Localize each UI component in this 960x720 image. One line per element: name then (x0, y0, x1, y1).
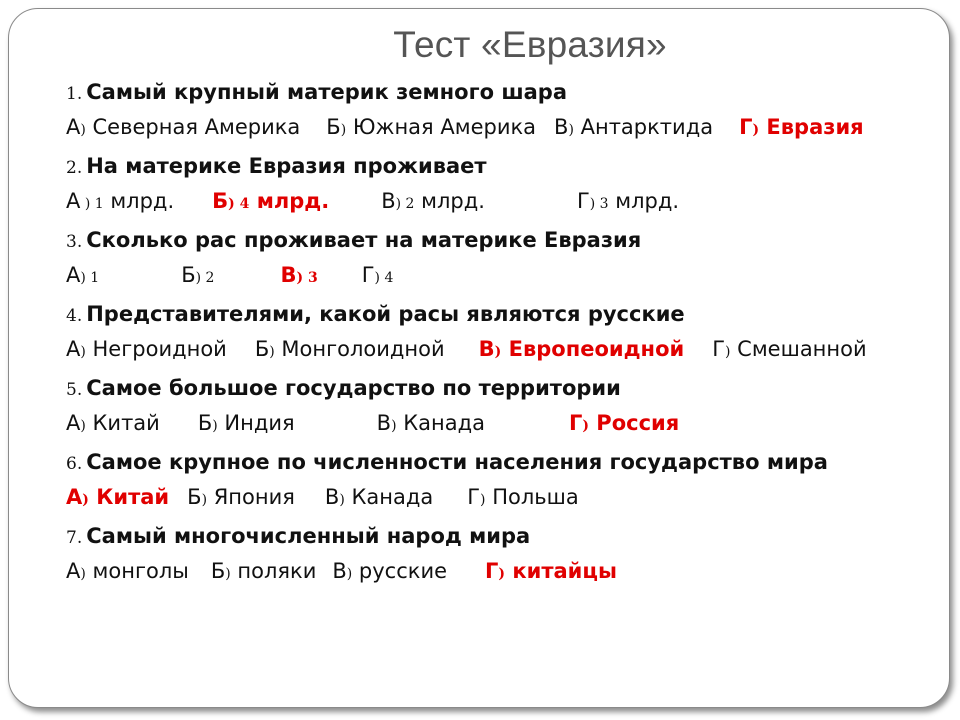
answer-paren: ) (80, 344, 86, 360)
answer-paren: ) (498, 566, 506, 582)
answer-paren: ) 2 (395, 196, 415, 212)
answer-letter: Б (210, 559, 226, 583)
answer-text: Негроидной (85, 337, 227, 361)
answer-letter: В (554, 115, 569, 139)
answer-option (66, 411, 160, 435)
answer-letter: Г (568, 411, 583, 435)
answer-letter: Г (485, 559, 499, 583)
answer-paren: ) (212, 418, 218, 434)
answer-option (211, 559, 317, 583)
answer-letter: Б (254, 337, 270, 361)
answer-paren: ) 4 (228, 196, 250, 212)
answer-text: Евразия (759, 115, 864, 139)
answer-option (66, 337, 227, 361)
answer-option-correct (66, 485, 169, 509)
answer-paren: ) (201, 492, 208, 508)
answer-letter: А (66, 337, 81, 361)
answer-text: млрд. (414, 189, 485, 213)
answer-option (181, 263, 214, 287)
answer-text: китайцы (505, 559, 617, 583)
answer-paren: ) 4 (374, 270, 394, 286)
answer-letter: А (66, 263, 81, 287)
answer-text: Смешанной (730, 337, 867, 361)
answer-option (66, 559, 189, 583)
answer-letter: В (381, 189, 396, 213)
question-number: 2. (66, 158, 83, 178)
question-number: 4. (66, 306, 83, 326)
answer-option-correct (739, 115, 864, 139)
answer-letter: Б (197, 411, 213, 435)
answer-text: Европеоидной (501, 337, 685, 361)
answer-option (187, 485, 295, 509)
answer-letter: А (66, 485, 83, 509)
question-text: Самое крупное по численности населения государство мира (86, 450, 828, 474)
answer-option-correct (479, 337, 685, 361)
answer-option-correct (485, 559, 617, 583)
answer-text: монголы (85, 559, 189, 583)
answer-option (554, 115, 713, 139)
answer-text: млрд. (608, 189, 680, 213)
answer-option-correct (569, 411, 679, 435)
answer-text: Индия (217, 411, 295, 435)
answer-paren: ) (752, 122, 760, 138)
question-text: Самый крупный материк земного шара (86, 80, 567, 104)
question-text: Сколько рас проживает на материке Евразия (86, 228, 642, 252)
answer-paren: ) (269, 344, 275, 360)
answer-paren: ) 1 (80, 196, 104, 212)
answer-option (381, 189, 485, 213)
answer-option (467, 485, 578, 509)
answer-letter: В (280, 263, 297, 287)
question-number: 1. (66, 84, 83, 104)
answer-options (66, 261, 896, 292)
question-number: 7. (66, 528, 83, 548)
answer-option (377, 411, 485, 435)
answer-option (255, 337, 445, 361)
answer-letter: А (66, 559, 81, 583)
question-4 (66, 300, 896, 331)
answer-paren: ) 3 (589, 196, 609, 212)
question-text: На материке Евразия проживает (86, 154, 487, 178)
answer-letter: Б (212, 189, 229, 213)
answer-letter: В (332, 559, 347, 583)
answer-option (198, 411, 295, 435)
answer-option (332, 559, 447, 583)
answer-letter: Б (187, 485, 202, 509)
question-text: Представителями, какой расы являются русские (86, 302, 685, 326)
answer-options (66, 113, 896, 144)
question-number: 6. (66, 454, 83, 474)
answer-text: Канада (396, 411, 485, 435)
answer-paren: ) (225, 566, 231, 582)
question-7 (66, 522, 896, 553)
answer-option (577, 189, 679, 213)
answer-letter: Г (576, 189, 590, 213)
answer-paren: ) (340, 122, 347, 138)
question-number: 5. (66, 380, 83, 400)
answer-paren: ) (582, 418, 589, 434)
answer-paren: ) (82, 492, 89, 508)
answer-letter: Г (739, 115, 753, 139)
answer-options (66, 187, 896, 218)
answer-options (66, 483, 896, 514)
answer-paren: ) 1 (80, 270, 100, 286)
question-6 (66, 448, 896, 479)
answer-letter: Г (361, 263, 375, 287)
answer-text: Монголоидной (274, 337, 445, 361)
question-list (66, 78, 896, 596)
answer-paren: ) (339, 492, 345, 508)
answer-options (66, 335, 896, 366)
question-5 (66, 374, 896, 405)
answer-paren: ) 2 (195, 270, 215, 286)
answer-option (326, 115, 536, 139)
question-2 (66, 152, 896, 183)
answer-letter: Г (712, 337, 726, 361)
answer-option (66, 189, 174, 213)
answer-option-correct (212, 189, 329, 213)
answer-text: Канада (344, 485, 434, 509)
answer-text: млрд. (103, 189, 175, 213)
answer-text: Северная Америка (85, 115, 301, 139)
answer-option (712, 337, 866, 361)
answer-options (66, 557, 896, 588)
answer-paren: ) (568, 122, 574, 138)
answer-option-correct (280, 263, 317, 287)
question-1 (66, 78, 896, 109)
answer-paren: ) 3 (296, 270, 318, 286)
question-text: Самый многочисленный народ мира (86, 524, 531, 548)
answer-letter: Б (181, 263, 196, 287)
answer-paren: ) (494, 344, 502, 360)
answer-letter: Г (467, 485, 481, 509)
answer-text: поляки (230, 559, 317, 583)
answer-text: Южная Америка (346, 115, 537, 139)
answer-letter: В (478, 337, 495, 361)
question-text: Самое большое государство по территории (86, 376, 621, 400)
answer-paren: ) (391, 418, 397, 434)
answer-paren: ) (80, 566, 86, 582)
question-3 (66, 226, 896, 257)
answer-letter: В (376, 411, 392, 435)
answer-paren: ) (480, 492, 486, 508)
answer-letter: А (66, 411, 81, 435)
answer-paren: ) (346, 566, 353, 582)
question-number: 3. (66, 232, 83, 252)
answer-letter: А (66, 115, 81, 139)
answer-letter: В (324, 485, 340, 509)
answer-options (66, 409, 896, 440)
answer-text: Антарктида (573, 115, 714, 139)
answer-option (362, 263, 394, 287)
answer-letter: А (66, 189, 81, 213)
answer-option (66, 115, 300, 139)
answer-text: Китай (88, 485, 170, 509)
slide-title: Тест «Евразия» (393, 24, 667, 65)
answer-paren: ) (80, 418, 86, 434)
answer-text: Китай (85, 411, 160, 435)
answer-paren: ) (725, 344, 731, 360)
answer-option (66, 263, 99, 287)
answer-paren: ) (80, 122, 86, 138)
answer-letter: Б (326, 115, 341, 139)
answer-option (325, 485, 433, 509)
answer-text: Япония (207, 485, 295, 509)
answer-text: млрд. (249, 189, 330, 213)
answer-text: Польша (485, 485, 579, 509)
answer-text: русские (352, 559, 448, 583)
answer-text: Россия (589, 411, 680, 435)
